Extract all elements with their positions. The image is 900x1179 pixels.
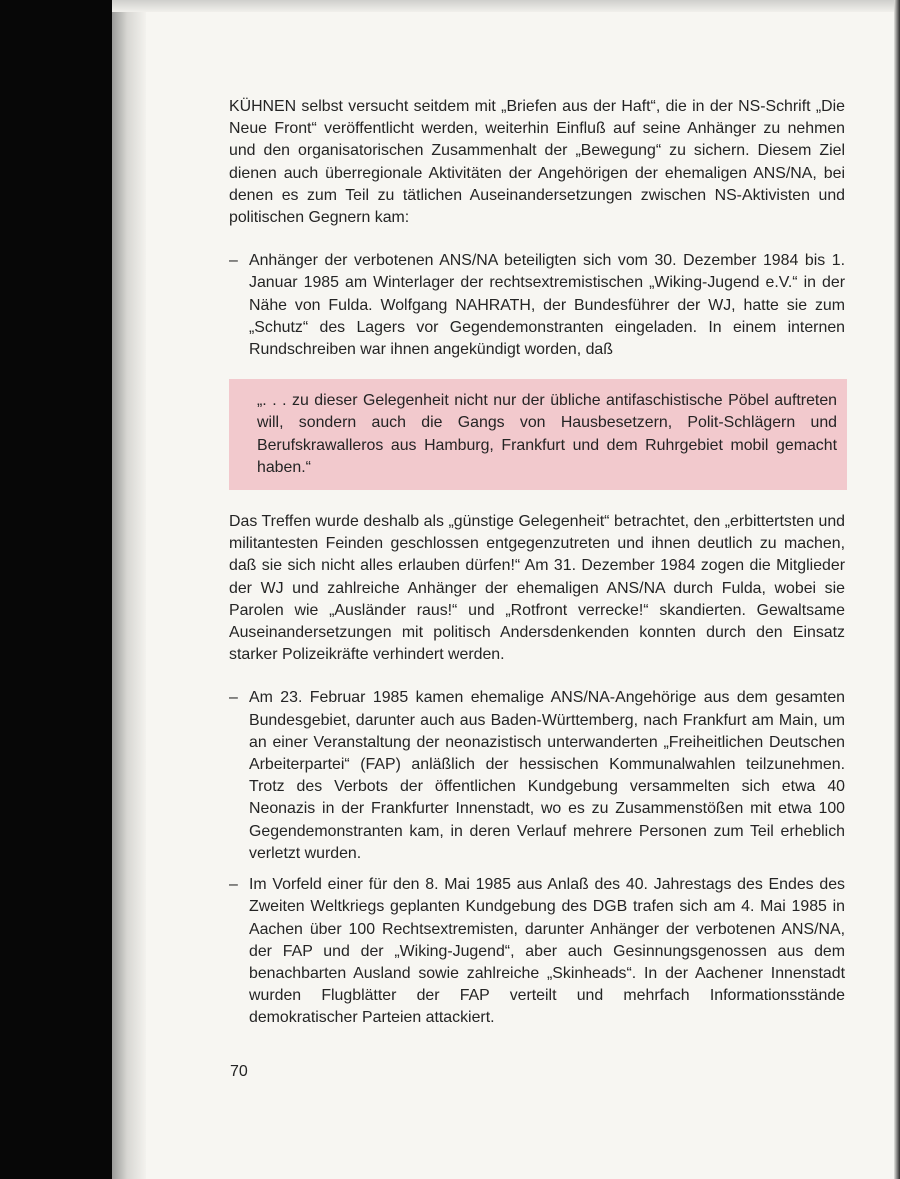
- page-number: 70: [230, 1063, 248, 1080]
- list-item-text: Am 23. Februar 1985 kamen ehemalige ANS/NA-Angehörige aus dem gesamten Bundesgebiet, darunter auch aus Baden-Württemberg, nach Frankfurt am Main, um an einer Veranstaltung der neonazistisch unterwanderten „Freiheitlichen Deutschen Arbeiterpartei“ (FAP) anläßlich der hessischen Kommunalwahlen teilzunehmen. Trotz des Verbots der öffentlichen Kundgebung versammelten sich etwa 40 Neonazis in der Frankfurter Innenstadt, wo es zu Zusammenstößen mit etwa 100 Gegendemonstranten kam, in deren Verlauf mehrere Personen zum Teil erheblich verletzt wurden.: [249, 689, 845, 862]
- scan-black-edge: [0, 0, 118, 1179]
- book-gutter-shadow: [112, 0, 146, 1179]
- quote-text: „. . . zu dieser Gelegenheit nicht nur der übliche antifaschistische Pöbel auftreten will, sondern auch die Gangs von Hausbesetzern, Polit-Schlägern und Berufskrawalleros aus Hamburg, Frankfurt und dem Ruhrgebiet mobil gemacht haben.“: [257, 392, 837, 476]
- highlighted-quote: [229, 379, 847, 490]
- dash-bullet: –: [229, 689, 238, 707]
- list-item-winterlager: [229, 250, 845, 361]
- dash-bullet: –: [229, 876, 238, 894]
- list-item-frankfurt: [229, 687, 845, 865]
- body-paragraph-fulda: Das Treffen wurde deshalb als „günstige Gelegenheit“ betrachtet, den „erbittertsten und militantesten Feinden geschlossen entgegenzutreten und ihnen deutlich zu machen, daß sie sich nicht alles erlauben dürfen!“ Am 31. Dezember 1984 zogen die Mitglieder der WJ und zahlreiche Anhänger der ehemaligen ANS/NA durch Fulda, wobei sie Parolen wie „Ausländer raus!“ und „Rotfront verrecke!“ skandierten. Gewaltsame Auseinandersetzungen mit politisch Andersdenkenden konnten durch den Einsatz starker Polizeikräfte verhindert werden.: [229, 513, 845, 664]
- list-item-text: Im Vorfeld einer für den 8. Mai 1985 aus Anlaß des 40. Jahrestags des Endes des Zweiten Weltkriegs geplanten Kundgebung des DGB trafen sich am 4. Mai 1985 in Aachen über 100 Rechtsextremisten, darunter Anhänger der verbotenen ANS/NA, der FAP und der „Wiking-Jugend“, aber auch Gesinnungsgenossen aus dem benachbarten Ausland sowie zahlreiche „Skinheads“. In der Aachener Innenstadt wurden Flugblätter der FAP verteilt und mehrfach Informationsstände demokratischer Parteien attackiert.: [249, 876, 845, 1027]
- dash-bullet: –: [229, 252, 238, 270]
- right-page-edge: [894, 0, 900, 1179]
- intro-paragraph: KÜHNEN selbst versucht seitdem mit „Briefen aus der Haft“, die in der NS-Schrift „Die Neue Front“ veröffentlicht werden, weiterhin Einfluß auf seine Anhänger zu nehmen und den organisatorischen Zusammenhalt der „Bewegung“ zu sichern. Diesem Ziel dienen auch überregionale Aktivitäten der Angehörigen der ehemaligen ANS/NA, bei denen es zum Teil zu tätlichen Auseinandersetzungen zwischen NS-Aktivisten und politischen Gegnern kam:: [229, 98, 845, 227]
- page-body: [229, 96, 845, 1030]
- top-page-edge: [112, 0, 900, 12]
- list-item-aachen: [229, 874, 845, 1029]
- list-item-text: Anhänger der verbotenen ANS/NA beteiligten sich vom 30. Dezember 1984 bis 1. Januar 1985 am Winterlager der rechtsextremistischen „Wiking-Jugend e.V.“ in der Nähe von Fulda. Wolfgang NAHRATH, der Bundesführer der WJ, hatte sie zum „Schutz“ des Lagers vor Gegendemonstranten eingeladen. In einem internen Rundschreiben war ihnen angekündigt worden, daß: [249, 252, 845, 359]
